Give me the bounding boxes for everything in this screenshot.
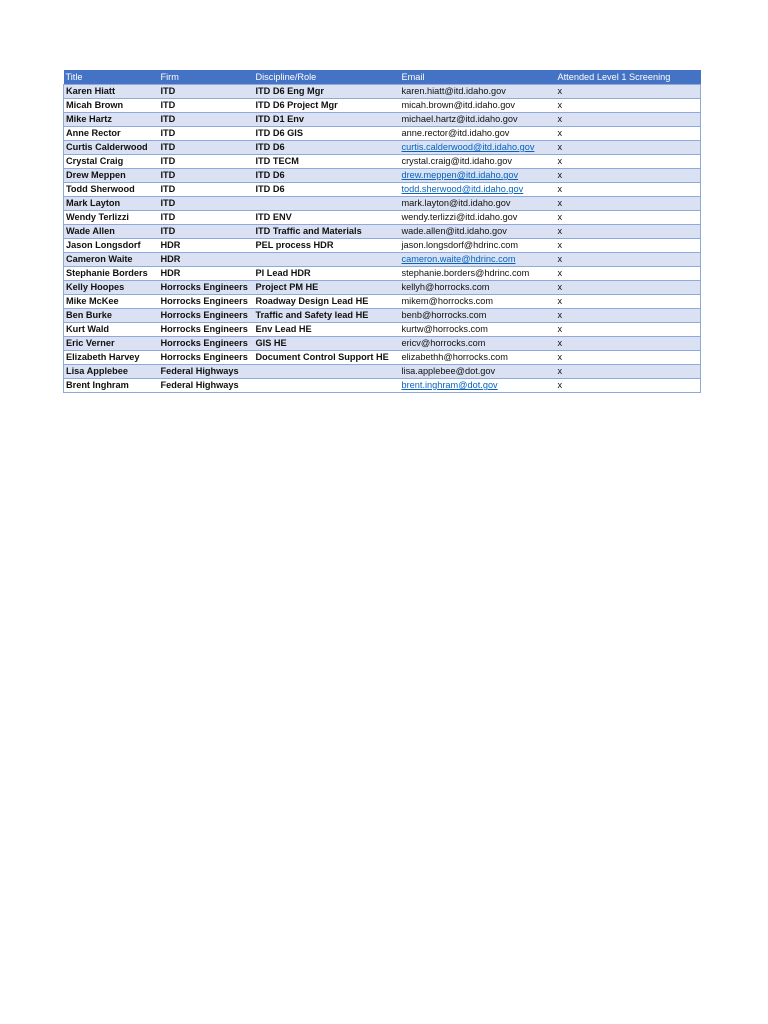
- cell-attended: x: [556, 141, 701, 155]
- table-body: [64, 85, 701, 393]
- cell-attended: x: [556, 85, 701, 99]
- cell-firm: ITD: [159, 169, 254, 183]
- email-link[interactable]: todd.sherwood@itd.idaho.gov: [401, 184, 524, 194]
- table-row: [64, 365, 701, 379]
- cell-firm: Horrocks Engineers: [159, 351, 254, 365]
- cell-email: kurtw@horrocks.com: [400, 323, 556, 337]
- cell-firm: Horrocks Engineers: [159, 337, 254, 351]
- email-link[interactable]: cameron.waite@hdrinc.com: [401, 254, 516, 264]
- table-row: [64, 85, 701, 99]
- table-row: [64, 99, 701, 113]
- cell-firm: Horrocks Engineers: [159, 295, 254, 309]
- cell-email: crystal.craig@itd.idaho.gov: [400, 155, 556, 169]
- cell-discipline-role: ITD D6 Project Mgr: [254, 99, 400, 113]
- cell-discipline-role: ITD D6 GIS: [254, 127, 400, 141]
- cell-discipline-role: Document Control Support HE: [254, 351, 400, 365]
- cell-title: Wade Allen: [64, 225, 159, 239]
- cell-title: Anne Rector: [64, 127, 159, 141]
- table-row: [64, 323, 701, 337]
- cell-title: Karen Hiatt: [64, 85, 159, 99]
- attendee-sheet: [63, 70, 700, 393]
- cell-email: benb@horrocks.com: [400, 309, 556, 323]
- cell-email: [400, 379, 556, 393]
- cell-email: jason.longsdorf@hdrinc.com: [400, 239, 556, 253]
- header-firm: Firm: [159, 70, 254, 85]
- table-header-row: [64, 70, 701, 85]
- cell-email: kellyh@horrocks.com: [400, 281, 556, 295]
- table-row: [64, 295, 701, 309]
- cell-email: anne.rector@itd.idaho.gov: [400, 127, 556, 141]
- cell-firm: ITD: [159, 225, 254, 239]
- table-row: [64, 169, 701, 183]
- cell-firm: Federal Highways: [159, 365, 254, 379]
- cell-discipline-role: Roadway Design Lead HE: [254, 295, 400, 309]
- table-row: [64, 141, 701, 155]
- cell-firm: HDR: [159, 253, 254, 267]
- table-row: [64, 267, 701, 281]
- cell-title: Micah Brown: [64, 99, 159, 113]
- cell-discipline-role: ITD D6: [254, 169, 400, 183]
- cell-firm: ITD: [159, 85, 254, 99]
- cell-discipline-role: Project PM HE: [254, 281, 400, 295]
- cell-firm: Horrocks Engineers: [159, 281, 254, 295]
- cell-discipline-role: ITD ENV: [254, 211, 400, 225]
- cell-firm: HDR: [159, 239, 254, 253]
- cell-attended: x: [556, 197, 701, 211]
- cell-attended: x: [556, 225, 701, 239]
- cell-attended: x: [556, 309, 701, 323]
- table-row: [64, 197, 701, 211]
- email-link[interactable]: drew.meppen@itd.idaho.gov: [401, 170, 519, 180]
- cell-title: Eric Verner: [64, 337, 159, 351]
- table-row: [64, 225, 701, 239]
- cell-email: [400, 253, 556, 267]
- cell-title: Kurt Wald: [64, 323, 159, 337]
- table-row: [64, 281, 701, 295]
- cell-firm: Horrocks Engineers: [159, 309, 254, 323]
- cell-email: wendy.terlizzi@itd.idaho.gov: [400, 211, 556, 225]
- cell-email: stephanie.borders@hdrinc.com: [400, 267, 556, 281]
- cell-attended: x: [556, 295, 701, 309]
- cell-firm: ITD: [159, 127, 254, 141]
- cell-email: michael.hartz@itd.idaho.gov: [400, 113, 556, 127]
- cell-discipline-role: Env Lead HE: [254, 323, 400, 337]
- cell-attended: x: [556, 183, 701, 197]
- email-link[interactable]: brent.inghram@dot.gov: [401, 380, 498, 390]
- cell-attended: x: [556, 253, 701, 267]
- cell-discipline-role: ITD Traffic and Materials: [254, 225, 400, 239]
- cell-attended: x: [556, 155, 701, 169]
- cell-email: wade.allen@itd.idaho.gov: [400, 225, 556, 239]
- cell-firm: ITD: [159, 99, 254, 113]
- cell-email: mikem@horrocks.com: [400, 295, 556, 309]
- cell-discipline-role: ITD TECM: [254, 155, 400, 169]
- cell-title: Todd Sherwood: [64, 183, 159, 197]
- cell-discipline-role: [254, 379, 400, 393]
- cell-attended: x: [556, 113, 701, 127]
- table-row: [64, 113, 701, 127]
- cell-attended: x: [556, 365, 701, 379]
- cell-discipline-role: ITD D1 Env: [254, 113, 400, 127]
- cell-title: Wendy Terlizzi: [64, 211, 159, 225]
- table-row: [64, 337, 701, 351]
- table-row: [64, 155, 701, 169]
- header-discipline-role: Discipline/Role: [254, 70, 400, 85]
- cell-firm: ITD: [159, 141, 254, 155]
- table-row: [64, 211, 701, 225]
- cell-title: Stephanie Borders: [64, 267, 159, 281]
- cell-attended: x: [556, 281, 701, 295]
- cell-title: Drew Meppen: [64, 169, 159, 183]
- cell-discipline-role: PEL process HDR: [254, 239, 400, 253]
- cell-email: ericv@horrocks.com: [400, 337, 556, 351]
- cell-firm: Federal Highways: [159, 379, 254, 393]
- cell-email: elizabethh@horrocks.com: [400, 351, 556, 365]
- cell-title: Jason Longsdorf: [64, 239, 159, 253]
- cell-attended: x: [556, 323, 701, 337]
- cell-attended: x: [556, 267, 701, 281]
- cell-attended: x: [556, 127, 701, 141]
- table-row: [64, 351, 701, 365]
- cell-discipline-role: PI Lead HDR: [254, 267, 400, 281]
- cell-firm: ITD: [159, 183, 254, 197]
- cell-discipline-role: [254, 197, 400, 211]
- email-link[interactable]: curtis.calderwood@itd.idaho.gov: [401, 142, 535, 152]
- cell-email: micah.brown@itd.idaho.gov: [400, 99, 556, 113]
- table-row: [64, 379, 701, 393]
- cell-attended: x: [556, 379, 701, 393]
- cell-title: Crystal Craig: [64, 155, 159, 169]
- cell-discipline-role: [254, 365, 400, 379]
- cell-email: mark.layton@itd.idaho.gov: [400, 197, 556, 211]
- cell-title: Mark Layton: [64, 197, 159, 211]
- cell-firm: ITD: [159, 211, 254, 225]
- cell-title: Kelly Hoopes: [64, 281, 159, 295]
- cell-firm: ITD: [159, 155, 254, 169]
- table-row: [64, 239, 701, 253]
- cell-firm: ITD: [159, 113, 254, 127]
- cell-title: Ben Burke: [64, 309, 159, 323]
- cell-attended: x: [556, 337, 701, 351]
- cell-email: [400, 183, 556, 197]
- table-row: [64, 127, 701, 141]
- cell-title: Elizabeth Harvey: [64, 351, 159, 365]
- table-row: [64, 183, 701, 197]
- cell-firm: HDR: [159, 267, 254, 281]
- cell-email: lisa.applebee@dot.gov: [400, 365, 556, 379]
- cell-title: Curtis Calderwood: [64, 141, 159, 155]
- cell-attended: x: [556, 99, 701, 113]
- cell-attended: x: [556, 239, 701, 253]
- cell-email: [400, 169, 556, 183]
- cell-email: karen.hiatt@itd.idaho.gov: [400, 85, 556, 99]
- attendee-table: [63, 70, 701, 393]
- cell-discipline-role: ITD D6: [254, 141, 400, 155]
- header-email: Email: [400, 70, 556, 85]
- cell-title: Mike McKee: [64, 295, 159, 309]
- table-row: [64, 309, 701, 323]
- header-attended: Attended Level 1 Screening: [556, 70, 701, 85]
- cell-attended: x: [556, 169, 701, 183]
- table-row: [64, 253, 701, 267]
- cell-firm: Horrocks Engineers: [159, 323, 254, 337]
- cell-title: Mike Hartz: [64, 113, 159, 127]
- cell-attended: x: [556, 211, 701, 225]
- cell-firm: ITD: [159, 197, 254, 211]
- cell-discipline-role: ITD D6: [254, 183, 400, 197]
- cell-email: [400, 141, 556, 155]
- cell-discipline-role: Traffic and Safety lead HE: [254, 309, 400, 323]
- cell-discipline-role: GIS HE: [254, 337, 400, 351]
- cell-discipline-role: [254, 253, 400, 267]
- cell-discipline-role: ITD D6 Eng Mgr: [254, 85, 400, 99]
- cell-title: Cameron Waite: [64, 253, 159, 267]
- header-title: Title: [64, 70, 159, 85]
- cell-title: Brent Inghram: [64, 379, 159, 393]
- cell-attended: x: [556, 351, 701, 365]
- cell-title: Lisa Applebee: [64, 365, 159, 379]
